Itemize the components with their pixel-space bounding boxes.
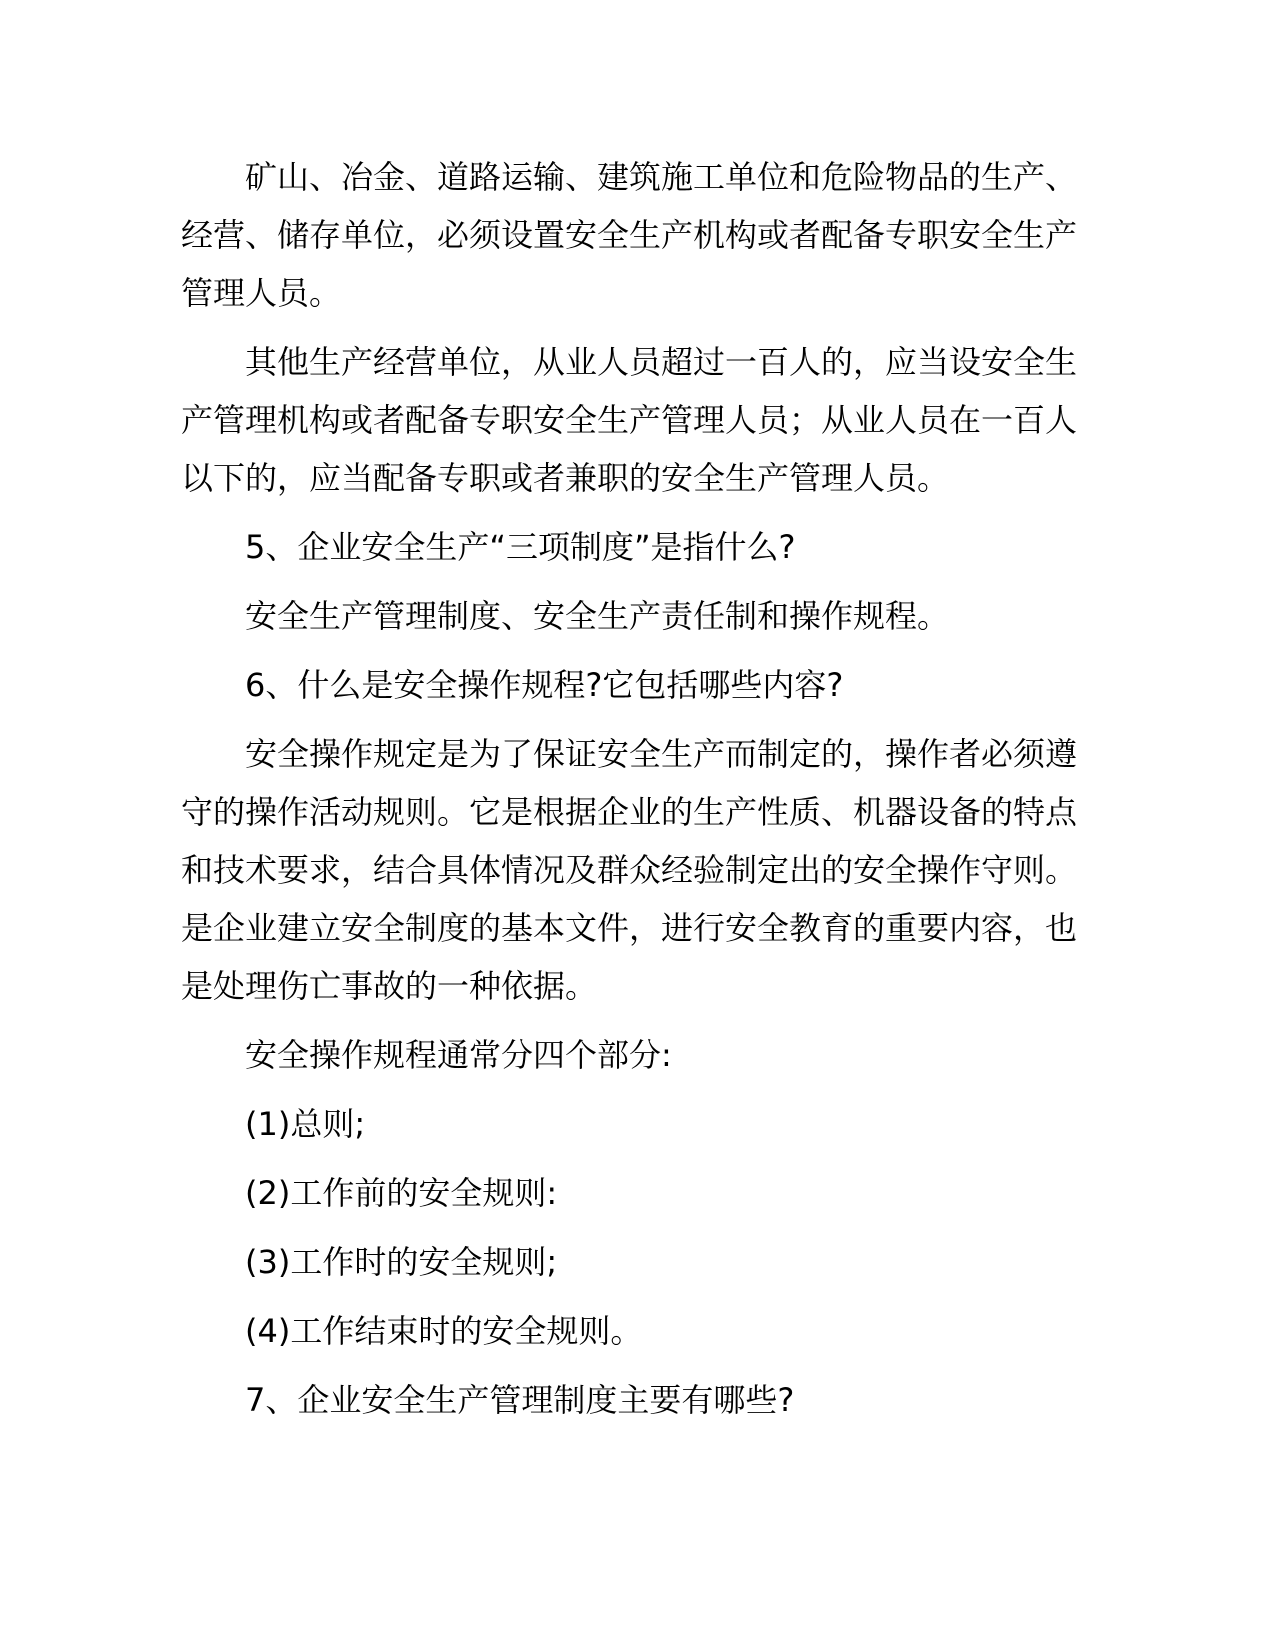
- list-item-3: (3)工作时的安全规则;: [245, 1243, 558, 1281]
- parts-intro: 安全操作规程通常分四个部分:: [245, 1036, 672, 1074]
- question-7: 7、企业安全生产管理制度主要有哪些?: [245, 1381, 795, 1419]
- question-6: 6、什么是安全操作规程?它包括哪些内容?: [245, 666, 844, 704]
- paragraph-other-units: 其他生产经营单位，从业人员超过一百人的，应当设安全生产管理机构或者配备专职安全生产管理人员；从业人员在一百人以下的，应当配备专职或者兼职的安全生产管理人员。: [181, 343, 1078, 497]
- answer-5: 安全生产管理制度、安全生产责任制和操作规程。: [245, 597, 950, 635]
- list-item-4: (4)工作结束时的安全规则。: [245, 1312, 643, 1350]
- paragraph-mining-units: 矿山、冶金、道路运输、建筑施工单位和危险物品的生产、经营、储存单位，必须设置安全生产机构或者配备专职安全生产管理人员。: [181, 158, 1078, 312]
- document-page: [181, 148, 1083, 1440]
- list-item-1: (1)总则;: [245, 1105, 366, 1143]
- list-item-2: (2)工作前的安全规则:: [245, 1174, 558, 1212]
- question-5: 5、企业安全生产“三项制度”是指什么?: [245, 528, 796, 566]
- answer-6: 安全操作规定是为了保证安全生产而制定的，操作者必须遵守的操作活动规则。它是根据企业的生产性质、机器设备的特点和技术要求，结合具体情况及群众经验制定出的安全操作守则。是企业建立安全制度的基本文件，进行安全教育的重要内容，也是处理伤亡事故的一种依据。: [181, 735, 1078, 1005]
